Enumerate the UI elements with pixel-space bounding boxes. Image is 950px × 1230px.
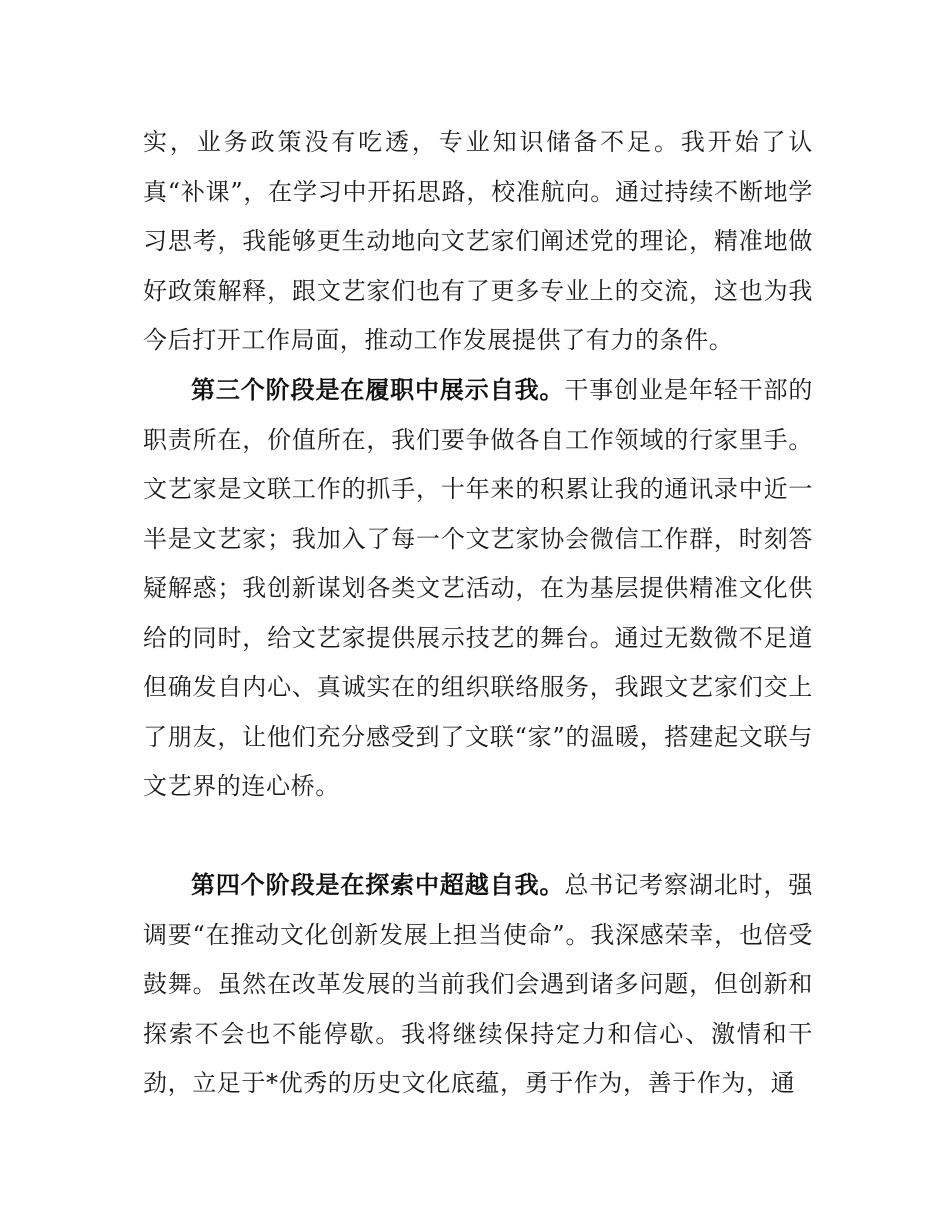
paragraph-stage-four [143, 860, 813, 1109]
paragraph-stage-three [143, 365, 813, 812]
paragraph-text [143, 365, 813, 812]
paragraph-body: 实，业务政策没有吃透，专业知识储备不足。我开始了认真“补课”，在学习中开拓思路，校准航向。通过持续不断地学习思考，我能够更生动地向文艺家们阐述党的理论，精准地做好政策解释，跟文艺家们也有了更多专业上的交流，这也为我今后打开工作局面，推动工作发展提供了有力的条件。 [143, 128, 813, 354]
paragraph-lead-heading: 第四个阶段是在探索中超越自我。 [191, 870, 565, 899]
paragraph-text [143, 860, 813, 1109]
paragraph-continuation [143, 118, 813, 366]
paragraph-lead-heading: 第三个阶段是在履职中展示自我。 [191, 375, 565, 404]
paragraph-body: 干事创业是年轻干部的职责所在，价值所在，我们要争做各自工作领域的行家里手。文艺家是文联工作的抓手，十年来的积累让我的通讯录中近一半是文艺家；我加入了每一个文艺家协会微信工作群，时刻答疑解惑；我创新谋划各类文艺活动，在为基层提供精准文化供给的同时，给文艺家提供展示技艺的舞台。通过无数微不足道但确发自内心、真诚实在的组织联络服务，我跟文艺家们交上了朋友，让他们充分感受到了文联“家”的温暖，搭建起文联与文艺界的连心桥。 [143, 376, 813, 800]
paragraph-body: 总书记考察湖北时，强调要“在推动文化创新发展上担当使命”。我深感荣幸，也倍受鼓舞。虽然在改革发展的当前我们会遇到诸多问题，但创新和探索不会也不能停歇。我将继续保持定力和信心、激情和干劲，立足于*优秀的历史文化底蕴，勇于作为，善于作为，通 [143, 871, 813, 1097]
